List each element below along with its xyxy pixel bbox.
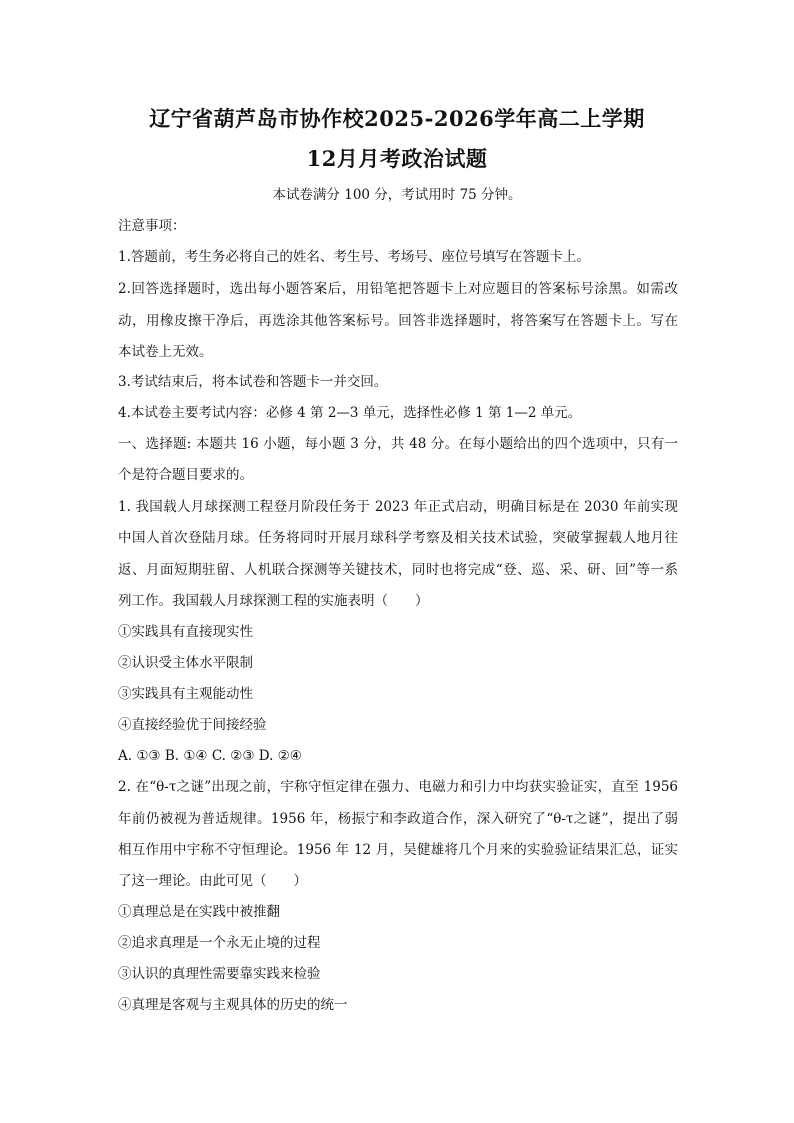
note-line: 1.答题前，考生务必将自己的姓名、考生号、考场号、座位号填写在答题卡上。	[118, 249, 590, 265]
question-1-stem: 列工作。我国载人月球探测工程的实施表明（ ）	[118, 593, 429, 609]
question-2-stem: 相互作用中宇称不守恒理论。1956 年 12 月，吴健雄将几个月来的实验验证结果汇总，证实	[118, 842, 678, 858]
question-2-stem: 2. 在“θ-τ之谜”出现之前，宇称守恒定律在强力、电磁力和引力中均获实验证实，直至 1956	[118, 779, 678, 795]
question-1-stem: 1. 我国载人月球探测工程登月阶段任务于 2023 年正式启动，明确目标是在 2030 年前实现	[118, 499, 678, 515]
question-1-stem: 返、月面短期驻留、人机联合探测等关键技术，同时也将完成“登、巡、采、研、回”等一系	[118, 562, 678, 578]
question-2-option: ④真理是客观与主观具体的历史的统一	[118, 997, 348, 1013]
question-2-option: ③认识的真理性需要靠实践来检验	[118, 966, 321, 982]
exam-subtitle-title: 12月月考政治试题	[306, 146, 488, 171]
question-2-stem: 了这一理论。由此可见（ ）	[118, 873, 307, 889]
note-line: 3.考试结束后，将本试卷和答题卡一并交回。	[118, 374, 388, 390]
question-1-option: ④直接经验优于间接经验	[118, 717, 267, 733]
question-1-option: ①实践具有直接现实性	[118, 624, 253, 640]
note-line: 4.本试卷主要考试内容：必修 4 第 2—3 单元，选择性必修 1 第 1—2 单元。	[118, 405, 582, 421]
section-heading: 一、选择题: 本题共 16 小题，每小题 3 分，共 48 分。在每小题给出的四个选项中，只有一	[118, 436, 678, 452]
question-1-answer-choices: A. ①③ B. ①④ C. ②③ D. ②④	[118, 748, 302, 764]
note-line: 本试卷上无效。	[118, 344, 213, 360]
question-2-option: ②追求真理是一个永无止境的过程	[118, 935, 321, 951]
note-line: 2.回答选择题时，选出每小题答案后，用铅笔把答题卡上对应题目的答案标号涂黑。如需改	[118, 281, 678, 297]
section-heading: 个是符合题目要求的。	[118, 467, 253, 483]
notes-heading: 注意事项：	[118, 218, 186, 234]
question-2-option: ①真理总是在实践中被推翻	[118, 904, 280, 920]
question-1-option: ②认识受主体水平限制	[118, 655, 253, 671]
question-2-stem: 年前仍被视为普适规律。1956 年，杨振宁和李政道合作，深入研究了“θ-τ之谜”，提出了弱	[118, 811, 678, 827]
question-1-stem: 中国人首次登陆月球。任务将同时开展月球科学考察及相关技术试验，突破掌握载人地月往	[118, 530, 678, 546]
note-line: 动，用橡皮擦干净后，再选涂其他答案标号。回答非选择题时，将答案写在答题卡上。写在	[118, 313, 678, 329]
score-time-note: 本试卷满分 100 分，考试用时 75 分钟。	[272, 187, 522, 203]
exam-title: 辽宁省葫芦岛市协作校2025-2026学年高二上学期	[149, 106, 645, 131]
question-1-option: ③实践具有主观能动性	[118, 686, 253, 702]
